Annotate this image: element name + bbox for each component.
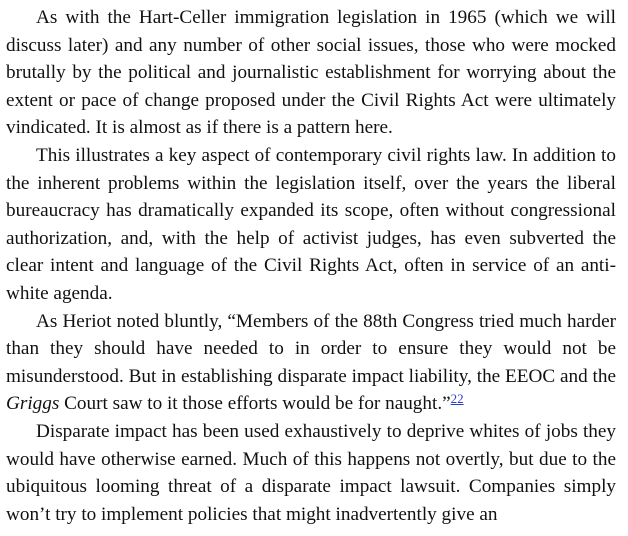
paragraph-4: Disparate impact has been used exhaustively to deprive whites of jobs they would have otherwise earned. Much of this happens not overtly, but due to the ubiquitous looming threat of a disparate impact lawsuit. Companies simply won’t try to implement policies that might inadvertently give an [6, 420, 616, 525]
case-name-italic: Griggs [6, 393, 60, 415]
paragraph-2: This illustrates a key aspect of contemporary civil rights law. In addition to the inherent problems within the legislation itself, over the years the liberal bureaucracy has dramatically expanded its scope, often without congressional authorization, and, with the help of activist judges, has even subverted the clear intent and language of the Civil Rights Act, often in service of an anti-white agenda. [6, 144, 616, 304]
footnote-link[interactable]: 22 [450, 391, 464, 407]
paragraph-1: As with the Hart-Celler immigration legislation in 1965 (which we will discuss later) and any number of other social issues, those who were mocked brutally by the political and journalistic establishment for worrying about the extent or pace of change proposed under the Civil Rights Act were ultimately vindicated. It is almost as if there is a pattern here. [6, 7, 616, 139]
paragraph-3-text-after: Court saw to it those efforts would be for naught.” [59, 393, 451, 415]
document-page [6, 4, 616, 528]
paragraph-3 [6, 308, 616, 418]
paragraph-3-text-before: As Heriot noted bluntly, “Members of the 88th Congress tried much harder than they should have needed to in order to ensure they would not be misunderstood. But in establishing disparate impact liability, the EEOC and the [6, 310, 616, 387]
